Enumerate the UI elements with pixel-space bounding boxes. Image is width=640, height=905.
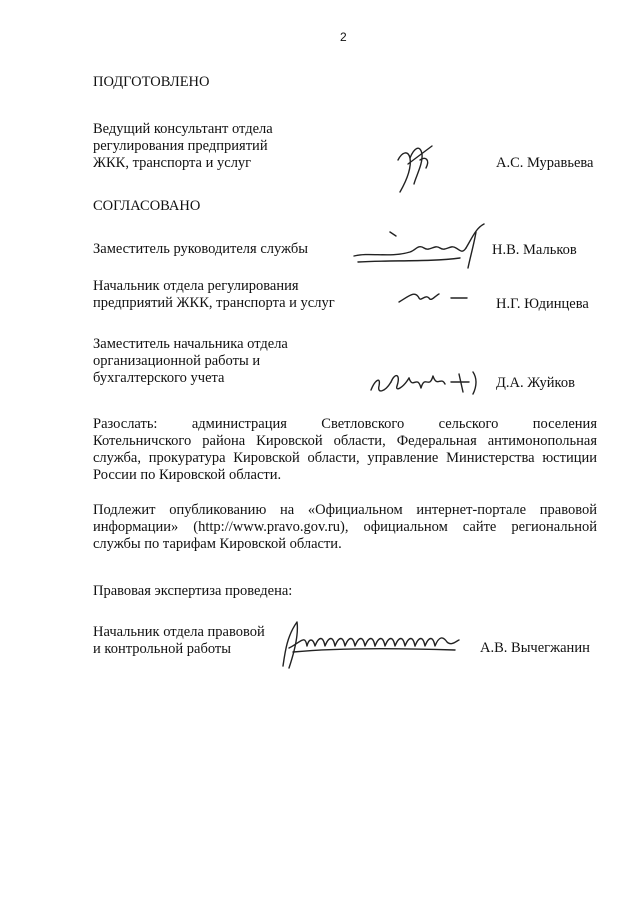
signature-zhuikov [365, 364, 490, 400]
distribution-line: Разослать: администрация Светловского сельского поселения [93, 416, 597, 432]
distribution-line: России по Кировской области. [93, 467, 282, 483]
signature-yudintseva [395, 284, 475, 310]
position-line: Заместитель начальника отдела [93, 336, 288, 352]
position-line: и контрольной работы [93, 641, 231, 657]
legal-review-position [93, 624, 265, 658]
signature-vychegzhanin [275, 612, 465, 672]
signature-muraveva [380, 130, 450, 200]
publication-line: информации» (http://www.pravo.gov.ru), официальном сайте региональной [93, 519, 597, 535]
signature-malkov [350, 218, 495, 273]
position-line: Ведущий консультант отдела [93, 121, 273, 137]
position-line: регулирования предприятий [93, 138, 268, 154]
approver-position-2 [93, 278, 335, 312]
prepared-heading: ПОДГОТОВЛЕНО [93, 74, 210, 90]
page-number: 2 [340, 30, 347, 44]
publication-notice [93, 502, 597, 553]
approver-position-3 [93, 336, 288, 387]
prepared-position [93, 121, 273, 172]
prepared-name: А.С. Муравьева [496, 155, 594, 171]
position-line: Начальник отдела правовой [93, 624, 265, 640]
approved-heading: СОГЛАСОВАНО [93, 198, 201, 214]
approver-name-3: Д.А. Жуйков [496, 375, 575, 391]
approver-name-1: Н.В. Мальков [492, 242, 577, 258]
publication-line: службы по тарифам Кировской области. [93, 536, 342, 552]
position-line: организационной работы и [93, 353, 261, 369]
publication-line: Подлежит опубликованию на «Официальном интернет-портале правовой [93, 502, 597, 518]
distribution-line: служба, прокуратура Кировской области, управление Министерства юстиции [93, 450, 597, 466]
approver-position-1: Заместитель руководителя службы [93, 241, 309, 257]
position-line: предприятий ЖКК, транспорта и услуг [93, 295, 335, 311]
legal-review-text: Правовая экспертиза проведена: [93, 583, 293, 599]
position-line: бухгалтерского учета [93, 370, 225, 386]
approver-name-2: Н.Г. Юдинцева [496, 296, 589, 312]
position-line: Начальник отдела регулирования [93, 278, 299, 294]
legal-review-name: А.В. Вычегжанин [480, 640, 590, 656]
position-line: ЖКК, транспорта и услуг [93, 155, 252, 171]
distribution-list [93, 416, 597, 484]
distribution-line: Котельничского района Кировской области, Федеральная антимонопольная [93, 433, 597, 449]
